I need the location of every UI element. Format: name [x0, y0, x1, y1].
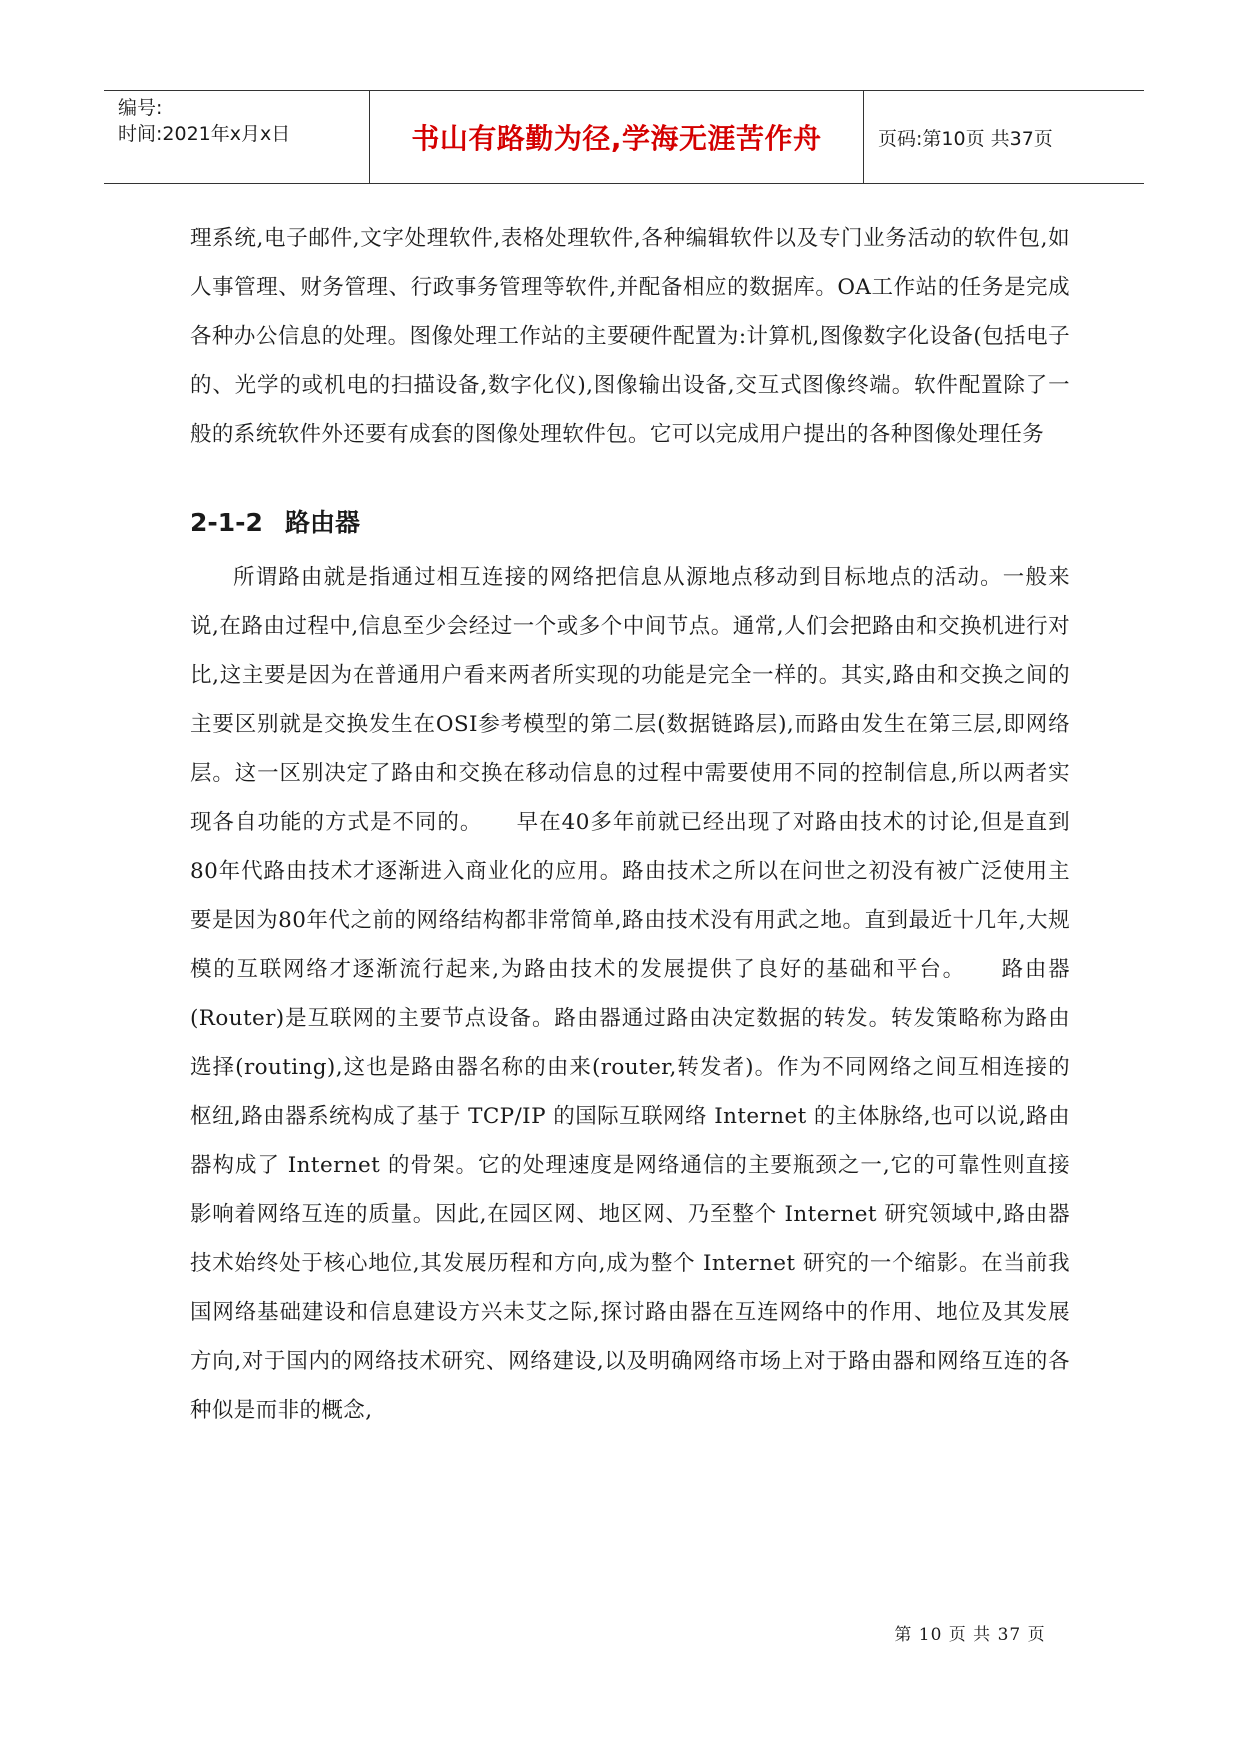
page-footer: 第 10 页 共 37 页	[894, 1625, 1046, 1645]
header-motto-cell	[370, 91, 864, 183]
header-page-info: 页码:第10页 共37页	[878, 127, 1053, 150]
body-paragraph: 所谓路由就是指通过相互连接的网络把信息从源地点移动到目标地点的活动。一般来说,在路由过程中,信息至少会经过一个或多个中间节点。通常,人们会把路由和交换机进行对比,这主要是因为在普通用户看来两者所实现的功能是完全一样的。其实,路由和交换之间的主要区别就是交换发生在OSI参考模型的第二层(数据链路层),而路由发生在第三层,即网络层。这一区别决定了路由和交换在移动信息的过程中需要使用不同的控制信息,所以两者实现各自功能的方式是不同的。 早在40多年前就已经出现了对路由技术的讨论,但是直到80年代路由技术才逐渐进入商业化的应用。路由技术之所以在问世之初没有被广泛使用主要是因为80年代之前的网络结构都非常简单,路由技术没有用武之地。直到最近十几年,大规模的互联网络才逐渐流行起来,为路由技术的发展提供了良好的基础和平台。 路由器(Router)是互联网的主要节点设备。路由器通过路由决定数据的转发。转发策略称为路由选择(routing),这也是路由器名称的由来(router,转发者)。作为不同网络之间互相连接的枢纽,路由器系统构成了基于 TCP/IP 的国际互联网络 Internet 的主体脉络,也可以说,路由器构成了 Internet 的骨架。它的处理速度是网络通信的主要瓶颈之一,它的可靠性则直接影响着网络互连的质量。因此,在园区网、地区网、乃至整个 Internet 研究领域中,路由器技术始终处于核心地位,其发展历程和方向,成为整个 Internet 研究的一个缩影。在当前我国网络基础建设和信息建设方兴未艾之际,探讨路由器在互连网络中的作用、地位及其发展方向,对于国内的网络技术研究、网络建设,以及明确网络市场上对于路由器和网络互连的各种似是而非的概念,	[190, 565, 1070, 1423]
page-header	[104, 90, 1144, 184]
body-paragraph: 理系统,电子邮件,文字处理软件,表格处理软件,各种编辑软件以及专门业务活动的软件包,如人事管理、财务管理、行政事务管理等软件,并配备相应的数据库。OA工作站的任务是完成各种办公信息的处理。图像处理工作站的主要硬件配置为:计算机,图像数字化设备(包括电子的、光学的或机电的扫描设备,数字化仪),图像输出设备,交互式图像终端。软件配置除了一般的系统软件外还要有成套的图像处理软件包。它可以完成用户提出的各种图像处理任务	[190, 226, 1070, 447]
section-title: 路由器	[284, 508, 360, 537]
document-body	[190, 214, 1070, 1435]
date-label: 时间:2021年x月x日	[118, 123, 291, 145]
header-meta	[104, 91, 370, 183]
serial-number-label: 编号:	[118, 97, 163, 119]
header-page-info-cell	[864, 91, 1144, 183]
section-heading	[190, 501, 1070, 545]
header-motto: 书山有路勤为径,学海无涯苦作舟	[411, 122, 822, 155]
section-number: 2-1-2	[190, 508, 263, 537]
